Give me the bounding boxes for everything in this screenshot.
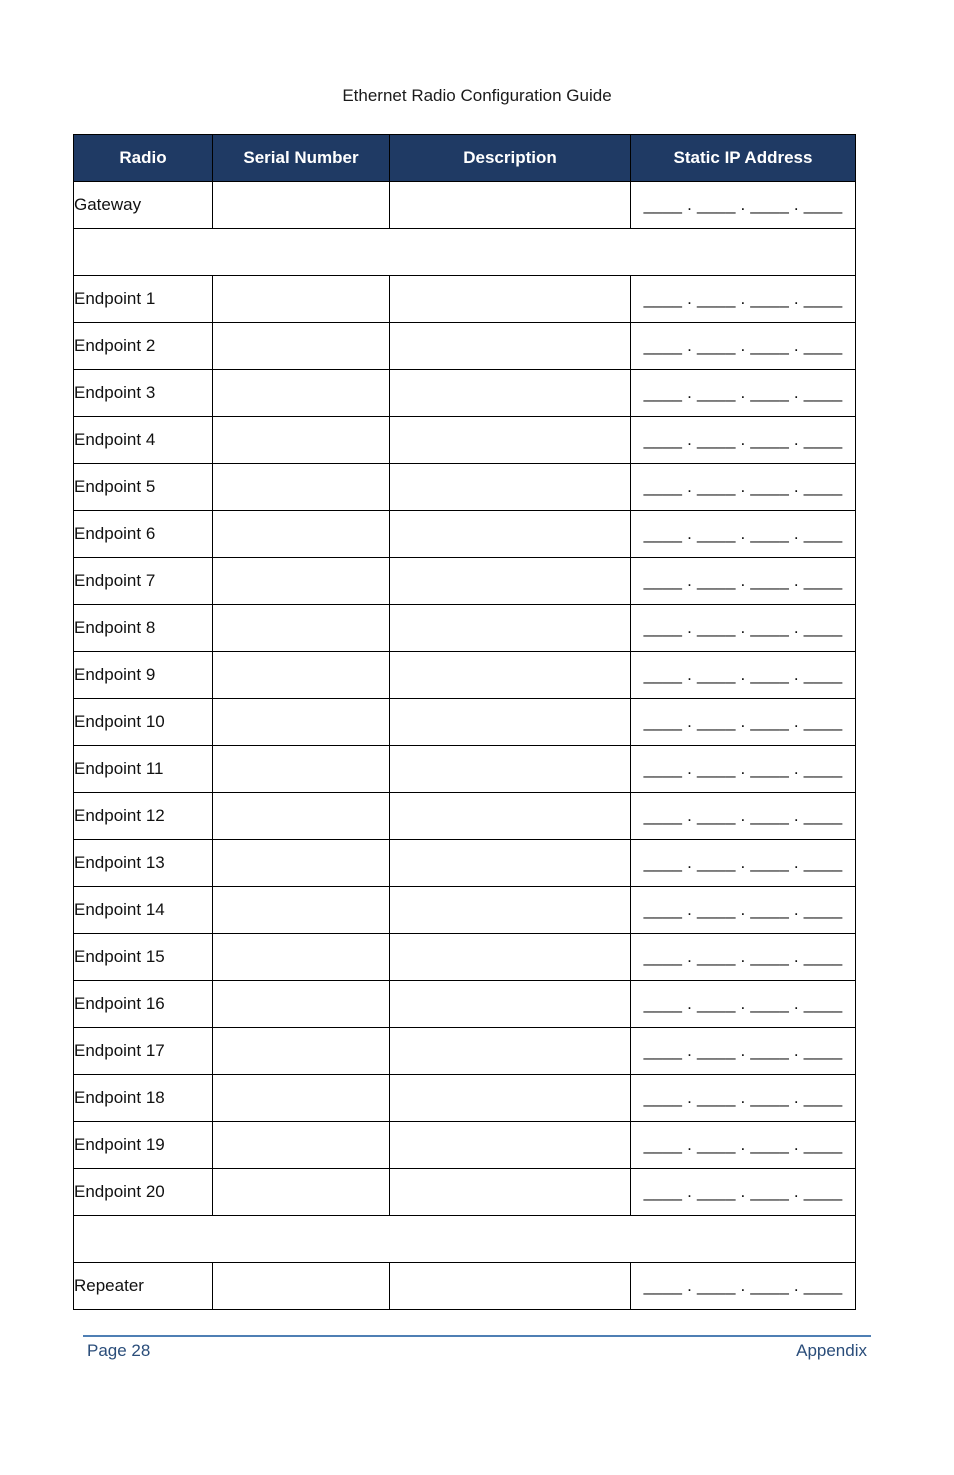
static-ip-cell: ____ . ____ . ____ . ____	[631, 464, 856, 511]
column-header-static-ip: Static IP Address	[631, 135, 856, 182]
table-row	[74, 934, 856, 981]
radio-name-cell: Endpoint 15	[74, 934, 213, 981]
serial-number-cell	[213, 464, 390, 511]
static-ip-cell: ____ . ____ . ____ . ____	[631, 746, 856, 793]
serial-number-cell	[213, 934, 390, 981]
table-header-row	[74, 135, 856, 182]
description-cell	[390, 981, 631, 1028]
column-header-description: Description	[390, 135, 631, 182]
description-cell	[390, 934, 631, 981]
serial-number-cell	[213, 182, 390, 229]
spacer-row	[74, 229, 856, 276]
table-row	[74, 699, 856, 746]
radio-name-cell: Endpoint 17	[74, 1028, 213, 1075]
table-row	[74, 652, 856, 699]
serial-number-cell	[213, 981, 390, 1028]
static-ip-cell: ____ . ____ . ____ . ____	[631, 370, 856, 417]
serial-number-cell	[213, 699, 390, 746]
description-cell	[390, 746, 631, 793]
description-cell	[390, 605, 631, 652]
table-row	[74, 1169, 856, 1216]
radio-name-cell: Endpoint 18	[74, 1075, 213, 1122]
static-ip-cell: ____ . ____ . ____ . ____	[631, 1169, 856, 1216]
static-ip-cell: ____ . ____ . ____ . ____	[631, 1075, 856, 1122]
static-ip-cell: ____ . ____ . ____ . ____	[631, 1263, 856, 1310]
serial-number-cell	[213, 511, 390, 558]
static-ip-cell: ____ . ____ . ____ . ____	[631, 652, 856, 699]
table-row	[74, 1122, 856, 1169]
table-body	[74, 182, 856, 1310]
serial-number-cell	[213, 1263, 390, 1310]
radio-name-cell: Endpoint 2	[74, 323, 213, 370]
spacer-row	[74, 1216, 856, 1263]
radio-name-cell: Endpoint 7	[74, 558, 213, 605]
radio-config-table	[73, 134, 856, 1310]
description-cell	[390, 652, 631, 699]
static-ip-cell: ____ . ____ . ____ . ____	[631, 1122, 856, 1169]
column-header-radio: Radio	[74, 135, 213, 182]
serial-number-cell	[213, 1169, 390, 1216]
static-ip-cell: ____ . ____ . ____ . ____	[631, 323, 856, 370]
table-row	[74, 464, 856, 511]
radio-name-cell: Repeater	[74, 1263, 213, 1310]
serial-number-cell	[213, 746, 390, 793]
table-row	[74, 981, 856, 1028]
table-row	[74, 746, 856, 793]
radio-name-cell: Endpoint 10	[74, 699, 213, 746]
column-header-serial-number: Serial Number	[213, 135, 390, 182]
table-row	[74, 1028, 856, 1075]
table-row	[74, 793, 856, 840]
serial-number-cell	[213, 1122, 390, 1169]
radio-name-cell: Endpoint 16	[74, 981, 213, 1028]
table-row	[74, 417, 856, 464]
radio-name-cell: Endpoint 12	[74, 793, 213, 840]
page-title: Ethernet Radio Configuration Guide	[342, 86, 612, 105]
description-cell	[390, 1169, 631, 1216]
static-ip-cell: ____ . ____ . ____ . ____	[631, 887, 856, 934]
static-ip-cell: ____ . ____ . ____ . ____	[631, 558, 856, 605]
radio-name-cell: Endpoint 4	[74, 417, 213, 464]
table-row	[74, 1263, 856, 1310]
static-ip-cell: ____ . ____ . ____ . ____	[631, 511, 856, 558]
description-cell	[390, 1028, 631, 1075]
radio-name-cell: Endpoint 1	[74, 276, 213, 323]
description-cell	[390, 276, 631, 323]
description-cell	[390, 793, 631, 840]
radio-name-cell: Endpoint 5	[74, 464, 213, 511]
static-ip-cell: ____ . ____ . ____ . ____	[631, 699, 856, 746]
radio-name-cell: Endpoint 19	[74, 1122, 213, 1169]
radio-name-cell: Endpoint 9	[74, 652, 213, 699]
serial-number-cell	[213, 323, 390, 370]
table-row	[74, 887, 856, 934]
serial-number-cell	[213, 887, 390, 934]
description-cell	[390, 699, 631, 746]
static-ip-cell: ____ . ____ . ____ . ____	[631, 981, 856, 1028]
description-cell	[390, 840, 631, 887]
static-ip-cell: ____ . ____ . ____ . ____	[631, 276, 856, 323]
table-row	[74, 370, 856, 417]
static-ip-cell: ____ . ____ . ____ . ____	[631, 1028, 856, 1075]
description-cell	[390, 370, 631, 417]
spacer-cell	[74, 1216, 856, 1263]
radio-name-cell: Endpoint 13	[74, 840, 213, 887]
description-cell	[390, 1075, 631, 1122]
description-cell	[390, 464, 631, 511]
table-row	[74, 276, 856, 323]
static-ip-cell: ____ . ____ . ____ . ____	[631, 605, 856, 652]
serial-number-cell	[213, 370, 390, 417]
serial-number-cell	[213, 793, 390, 840]
description-cell	[390, 887, 631, 934]
radio-name-cell: Endpoint 8	[74, 605, 213, 652]
table-row	[74, 511, 856, 558]
description-cell	[390, 558, 631, 605]
serial-number-cell	[213, 605, 390, 652]
table-row	[74, 323, 856, 370]
static-ip-cell: ____ . ____ . ____ . ____	[631, 182, 856, 229]
footer-page-number: Page 28	[87, 1341, 151, 1360]
static-ip-cell: ____ . ____ . ____ . ____	[631, 840, 856, 887]
spacer-cell	[74, 229, 856, 276]
static-ip-cell: ____ . ____ . ____ . ____	[631, 934, 856, 981]
serial-number-cell	[213, 1075, 390, 1122]
radio-name-cell: Endpoint 6	[74, 511, 213, 558]
table-row	[74, 840, 856, 887]
static-ip-cell: ____ . ____ . ____ . ____	[631, 417, 856, 464]
serial-number-cell	[213, 558, 390, 605]
table-row	[74, 1075, 856, 1122]
radio-name-cell: Endpoint 11	[74, 746, 213, 793]
table-row	[74, 558, 856, 605]
static-ip-cell: ____ . ____ . ____ . ____	[631, 793, 856, 840]
serial-number-cell	[213, 417, 390, 464]
table-row	[74, 605, 856, 652]
description-cell	[390, 323, 631, 370]
radio-name-cell: Endpoint 14	[74, 887, 213, 934]
description-cell	[390, 1263, 631, 1310]
radio-name-cell: Endpoint 20	[74, 1169, 213, 1216]
table-row	[74, 182, 856, 229]
description-cell	[390, 417, 631, 464]
serial-number-cell	[213, 840, 390, 887]
radio-name-cell: Gateway	[74, 182, 213, 229]
description-cell	[390, 182, 631, 229]
radio-name-cell: Endpoint 3	[74, 370, 213, 417]
footer-section: Appendix	[796, 1341, 867, 1360]
footer-divider	[83, 1335, 871, 1337]
serial-number-cell	[213, 1028, 390, 1075]
description-cell	[390, 1122, 631, 1169]
serial-number-cell	[213, 652, 390, 699]
serial-number-cell	[213, 276, 390, 323]
description-cell	[390, 511, 631, 558]
